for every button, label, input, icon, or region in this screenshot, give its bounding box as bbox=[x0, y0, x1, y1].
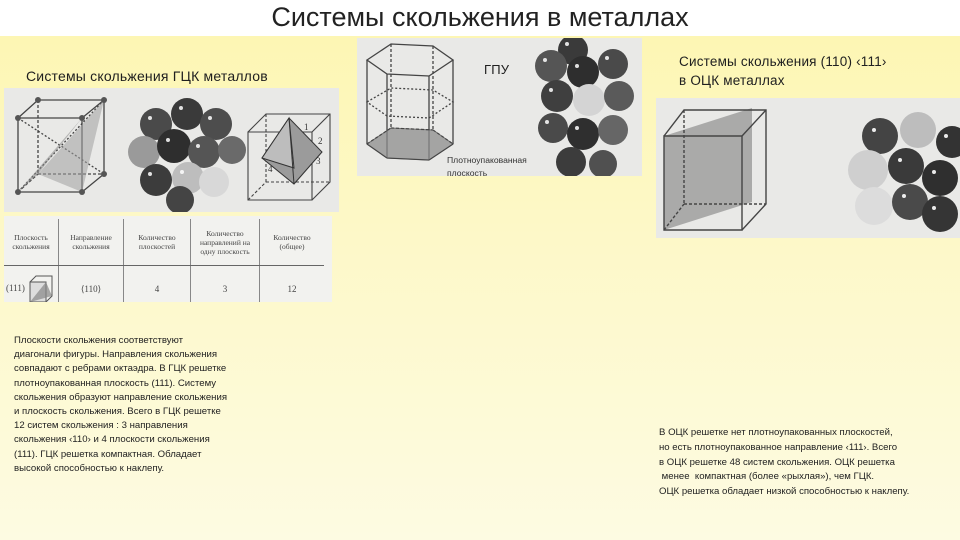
description-line: скольжения образуют направление скольжения bbox=[14, 391, 228, 403]
description-line: 12 систем скольжения : 3 направления bbox=[14, 420, 188, 432]
atom-packing-model-icon bbox=[128, 98, 246, 212]
page-title: Системы скольжения в металлах bbox=[271, 2, 689, 32]
description-line: и плоскость скольжения. Всего в ГЦК решетке bbox=[14, 406, 221, 418]
hcp-plane-label bbox=[447, 154, 527, 180]
slip-table-panel bbox=[4, 216, 332, 302]
plane-label-line: плоскость bbox=[447, 168, 488, 178]
atom-packing-model-icon bbox=[535, 38, 634, 176]
description-line: (111). ГЦК решетка компактная. Обладает bbox=[14, 448, 202, 460]
description-line: диагонали фигуры. Направления скольжения bbox=[14, 349, 218, 361]
table-header: Количество направлений на одну плоскость bbox=[191, 219, 260, 266]
table-header: Направление скольжения bbox=[59, 219, 124, 266]
table-cell: (111) bbox=[6, 283, 25, 294]
description-line: В ОЦК решетке нет плотноупакованных плоскостей, bbox=[659, 427, 893, 438]
figure-number: 3 bbox=[316, 156, 321, 166]
figure-number: 4 bbox=[268, 164, 273, 174]
table-header: Плоскость скольжения bbox=[4, 219, 59, 266]
description-line: но есть плотноупакованное направление ‹111›. Всего bbox=[659, 441, 898, 453]
figure-number: 1 bbox=[304, 122, 309, 132]
bcc-heading-line: в ОЦК металлах bbox=[679, 73, 785, 88]
description-line: скольжения ‹110› и 4 плоскости скольжения bbox=[14, 434, 210, 446]
description-line: Плоскости скольжения соответствуют bbox=[14, 335, 183, 346]
bcc-description bbox=[659, 426, 909, 500]
table-cell: 3 bbox=[191, 266, 260, 303]
plane-label-line: Плотноупакованная bbox=[447, 155, 527, 165]
fcc-description bbox=[14, 334, 227, 476]
description-line: плотноупакованная плоскость (111). Систему bbox=[14, 377, 217, 389]
bcc-figure-panel bbox=[656, 98, 960, 238]
table-cell: 4 bbox=[124, 266, 191, 303]
table-header: Количество плоскостей bbox=[124, 219, 191, 266]
description-line: высокой способностью к наклепу. bbox=[14, 462, 165, 474]
table-cell: 12 bbox=[287, 284, 297, 294]
figure-number: 2 bbox=[318, 136, 323, 146]
slip-system-table bbox=[4, 219, 324, 302]
fcc-cube-diagram-icon bbox=[4, 88, 339, 212]
bcc-heading-line: Системы скольжения (110) ‹111› bbox=[679, 54, 887, 69]
bcc-heading bbox=[679, 52, 887, 90]
fcc-figure-panel bbox=[4, 88, 339, 212]
description-line: ОЦК решетка обладает низкой способностью к наклепу. bbox=[659, 486, 910, 498]
atom-packing-model-icon bbox=[848, 112, 960, 232]
cube-plane-icon bbox=[27, 274, 53, 302]
description-line: в ОЦК решетке 48 систем скольжения. ОЦК решетка bbox=[659, 456, 895, 468]
table-header: Количество (общее) bbox=[260, 219, 325, 266]
description-line: менее компактная (более «рыхлая»), чем ГЦК. bbox=[659, 471, 875, 483]
description-line: совпадают с ребрами октаэдра. В ГЦК решетке bbox=[14, 363, 227, 375]
fcc-heading: Системы скольжения ГЦК металлов bbox=[26, 68, 268, 84]
bcc-cube-diagram-icon bbox=[656, 98, 960, 238]
table-cell: ⟨110⟩ bbox=[59, 266, 124, 303]
hcp-heading: ГПУ bbox=[484, 62, 510, 77]
